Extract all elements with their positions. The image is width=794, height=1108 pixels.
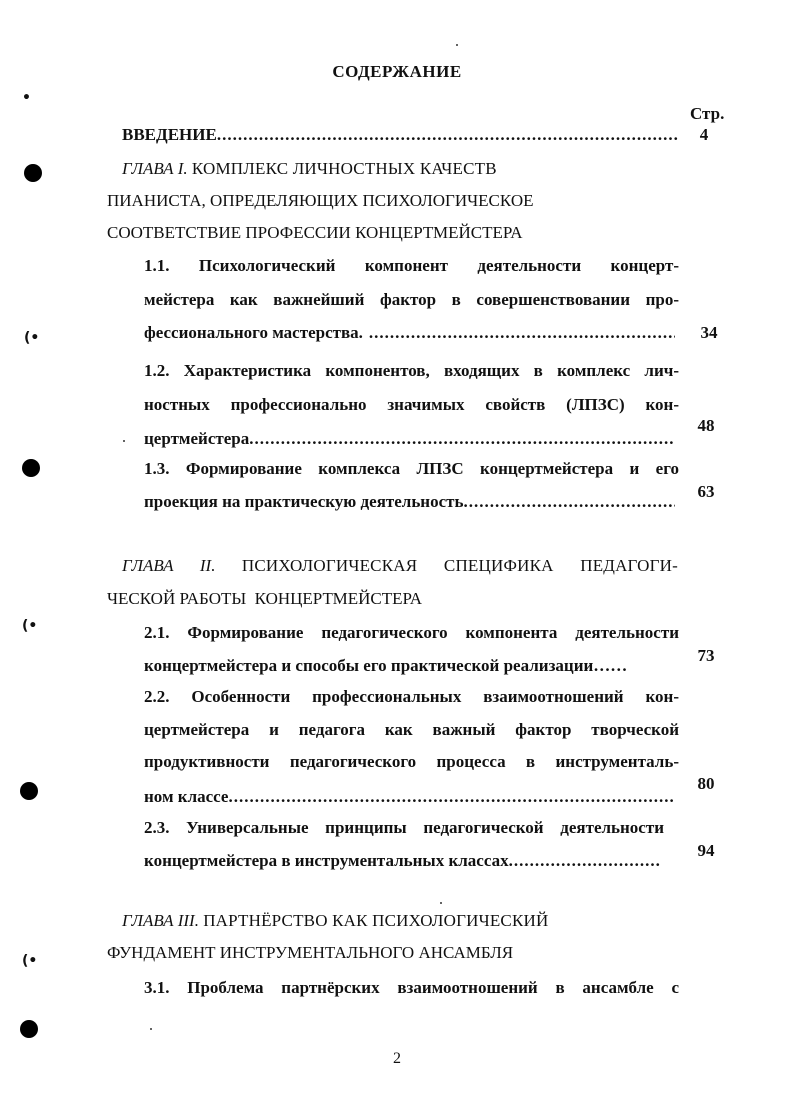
chapter-3-number: ГЛАВА III. [122, 911, 199, 930]
toc-section-1-3-line[interactable] [144, 492, 675, 512]
toc-entry-introduction[interactable] [122, 125, 678, 145]
punch-hole [20, 1020, 38, 1038]
chapter-1-heading[interactable] [122, 159, 497, 179]
toc-section-2-2-line[interactable]: 2.2. Особенности профессиональных взаимоотношений кон- [144, 687, 679, 706]
section-text: фессионального мастерства. [144, 323, 363, 342]
chapter-1-title-line: КОМПЛЕКС ЛИЧНОСТНЫХ КАЧЕСТВ [191, 159, 497, 178]
introduction-page-number: 4 [699, 125, 709, 144]
section-text: ном классе [144, 787, 229, 806]
punch-hole [24, 164, 42, 182]
toc-section-1-2-line[interactable]: 1.2. Характеристика компонентов, входящих в комплекс лич- [144, 361, 679, 380]
chapter-3-title-line: ФУНДАМЕНТ ИНСТРУМЕНТАЛЬНОГО АНСАМБЛЯ [107, 943, 514, 962]
section-text: цертмейстера [144, 429, 250, 448]
section-1-2-page-number: 48 [697, 416, 715, 435]
dot-leader [464, 492, 676, 512]
dot-leader [369, 323, 675, 343]
toc-section-2-3-line[interactable]: 2.3. Универсальные принципы педагогической деятельности [144, 818, 664, 837]
punch-hole [20, 782, 38, 800]
toc-section-2-1-line[interactable]: 2.1. Формирование педагогического компонента деятельности [144, 623, 679, 642]
chapter-1-title-line: СООТВЕТСТВИЕ ПРОФЕССИИ КОНЦЕРТМЕЙСТЕРА [107, 223, 523, 242]
section-2-1-page-number: 73 [697, 646, 715, 665]
toc-section-2-1-line[interactable]: концертмейстера и способы его практической реализации…… [144, 656, 628, 675]
toc-section-2-2-line[interactable]: продуктивности педагогического процесса в инструменталь- [144, 752, 679, 771]
margin-mark: (• [24, 330, 40, 346]
chapter-3-title-line: ПАРТНЁРСТВО КАК ПСИХОЛОГИЧЕСКИЙ [203, 911, 549, 930]
section-1-1-page-number: 34 [700, 323, 718, 342]
introduction-label: ВВЕДЕНИЕ [122, 125, 217, 144]
toc-section-1-3-line[interactable]: 1.3. Формирование комплекса ЛПЗС концертмейстера и его [144, 459, 679, 478]
chapter-2-title-line: ЧЕСКОЙ РАБОТЫ КОНЦЕРТМЕЙСТЕРА [107, 589, 423, 608]
margin-mark: • [22, 90, 31, 106]
toc-section-2-2-line[interactable]: цертмейстера и педагога как важный фактор творческой [144, 720, 679, 739]
toc-section-1-1-line[interactable] [144, 323, 675, 343]
margin-mark: (• [22, 618, 38, 634]
margin-mark: (• [22, 953, 38, 969]
toc-section-2-3-line[interactable] [144, 851, 661, 871]
page-number: 2 [393, 1050, 401, 1067]
section-2-3-page-number: 94 [697, 841, 715, 860]
toc-section-1-1-line[interactable]: 1.1. Психологический компонент деятельности концерт- [144, 256, 679, 275]
section-2-2-page-number: 80 [697, 774, 715, 793]
chapter-1-number: ГЛАВА I. [122, 159, 188, 178]
toc-section-1-1-line[interactable]: мейстера как важнейший фактор в совершенствовании про- [144, 290, 679, 309]
scan-speck [440, 902, 442, 904]
dot-leader [228, 787, 675, 807]
dot-leader [509, 851, 661, 871]
scan-speck [150, 1028, 152, 1030]
section-1-3-page-number: 63 [697, 482, 715, 501]
chapter-1-title-line: ПИАНИСТА, ОПРЕДЕЛЯЮЩИХ ПСИХОЛОГИЧЕСКОЕ [107, 191, 534, 210]
punch-hole [22, 459, 40, 477]
chapter-2-title-line: ПСИХОЛОГИЧЕСКАЯ СПЕЦИФИКА ПЕДАГОГИ- [241, 556, 678, 575]
toc-section-2-2-line[interactable] [144, 787, 675, 807]
page-title: СОДЕРЖАНИЕ [332, 62, 462, 81]
toc-section-1-2-line[interactable] [144, 429, 675, 449]
page-column-label: Стр. [690, 104, 725, 123]
toc-section-3-1-line[interactable]: 3.1. Проблема партнёрских взаимоотношений в ансамбле с [144, 978, 679, 997]
dot-leader [249, 429, 675, 449]
dot-leader [217, 125, 678, 145]
toc-section-1-2-line[interactable]: ностных профессионально значимых свойств (ЛПЗС) кон- [144, 395, 679, 414]
scan-speck [456, 44, 458, 46]
section-text: проекция на практическую деятельность [144, 492, 464, 511]
chapter-3-heading[interactable] [122, 911, 548, 931]
scan-speck [123, 440, 125, 442]
chapter-2-number: ГЛАВА II. [122, 556, 216, 575]
section-text: концертмейстера в инструментальных классах [144, 851, 509, 870]
chapter-2-heading[interactable] [122, 556, 678, 576]
